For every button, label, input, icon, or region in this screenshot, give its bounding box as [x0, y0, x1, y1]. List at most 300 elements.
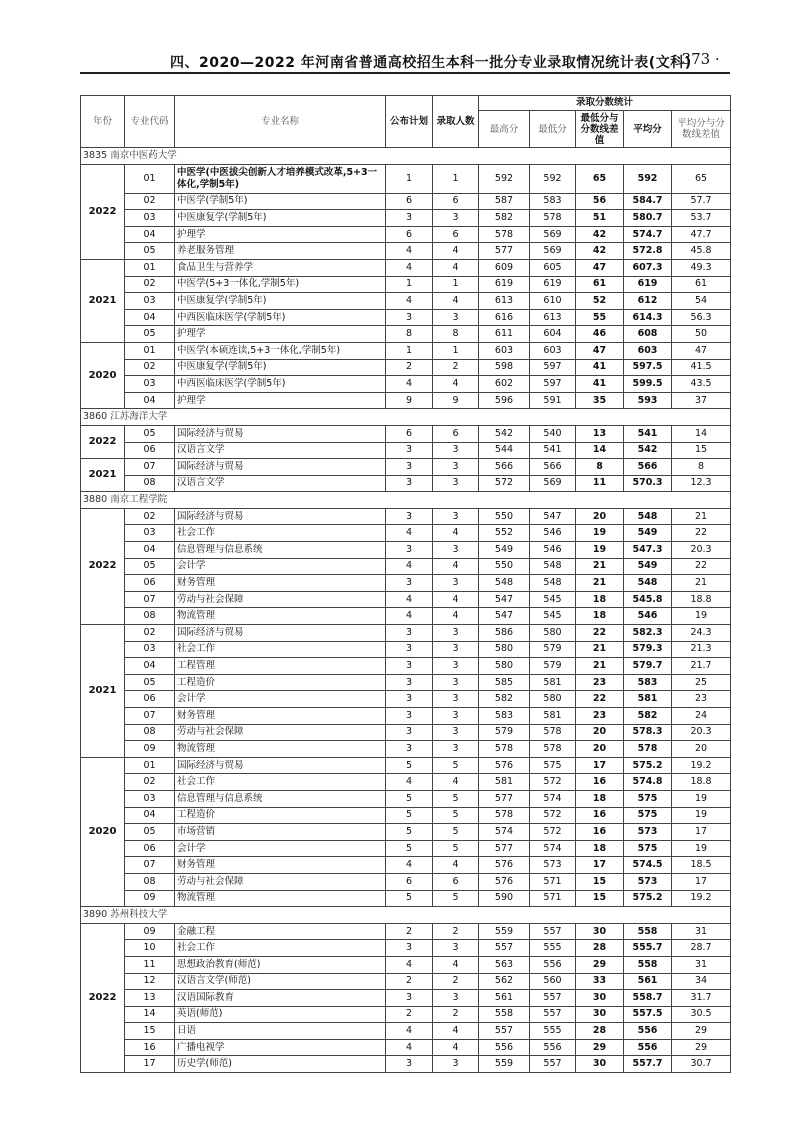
avg-score-cell: 607.3 — [624, 259, 672, 276]
avg-score-cell: 592 — [624, 164, 672, 193]
institution-name: 3880 南京工程学院 — [81, 492, 731, 509]
major-cell: 劳动与社会保障 — [175, 591, 386, 608]
avg-score-cell: 614.3 — [624, 309, 672, 326]
min-diff-cell: 55 — [576, 309, 624, 326]
min-score-cell: 572 — [530, 824, 576, 841]
admitted-cell: 3 — [433, 459, 479, 476]
avg-diff-cell: 53.7 — [672, 210, 731, 227]
col-code: 专业代码 — [125, 96, 175, 148]
admitted-cell: 4 — [433, 293, 479, 310]
major-cell: 汉语言文学 — [175, 475, 386, 492]
table-row — [81, 890, 731, 907]
major-cell: 金融工程 — [175, 923, 386, 940]
year-cell: 2021 — [81, 625, 125, 758]
avg-score-cell: 619 — [624, 276, 672, 293]
min-diff-cell: 30 — [576, 1006, 624, 1023]
avg-diff-cell: 30.5 — [672, 1006, 731, 1023]
code-cell: 07 — [125, 591, 175, 608]
year-cell: 2020 — [81, 757, 125, 906]
min-score-cell: 555 — [530, 1023, 576, 1040]
max-score-cell: 582 — [479, 210, 530, 227]
page-number: · 373 · — [672, 50, 720, 68]
avg-score-cell: 584.7 — [624, 193, 672, 210]
col-admitted: 录取人数 — [433, 96, 479, 148]
max-score-cell: 592 — [479, 164, 530, 193]
major-cell: 社会工作 — [175, 525, 386, 542]
min-diff-cell: 13 — [576, 425, 624, 442]
max-score-cell: 577 — [479, 790, 530, 807]
admitted-cell: 3 — [433, 442, 479, 459]
avg-diff-cell: 19.2 — [672, 890, 731, 907]
min-diff-cell: 47 — [576, 259, 624, 276]
min-diff-cell: 46 — [576, 326, 624, 343]
code-cell: 02 — [125, 193, 175, 210]
avg-score-cell: 572.8 — [624, 243, 672, 260]
min-diff-cell: 15 — [576, 873, 624, 890]
max-score-cell: 613 — [479, 293, 530, 310]
avg-diff-cell: 21.7 — [672, 658, 731, 675]
table-row — [81, 790, 731, 807]
code-cell: 08 — [125, 724, 175, 741]
plan-cell: 4 — [386, 259, 433, 276]
min-score-cell: 574 — [530, 840, 576, 857]
major-cell: 社会工作 — [175, 940, 386, 957]
avg-score-cell: 599.5 — [624, 376, 672, 393]
admitted-cell: 4 — [433, 558, 479, 575]
min-diff-cell: 56 — [576, 193, 624, 210]
avg-diff-cell: 43.5 — [672, 376, 731, 393]
plan-cell: 9 — [386, 392, 433, 409]
major-cell: 劳动与社会保障 — [175, 873, 386, 890]
min-diff-cell: 17 — [576, 757, 624, 774]
min-score-cell: 548 — [530, 558, 576, 575]
table-row — [81, 990, 731, 1007]
avg-diff-cell: 30.7 — [672, 1056, 731, 1073]
code-cell: 08 — [125, 873, 175, 890]
min-score-cell: 610 — [530, 293, 576, 310]
avg-score-cell: 574.5 — [624, 857, 672, 874]
major-cell: 会计学 — [175, 691, 386, 708]
major-cell: 财务管理 — [175, 575, 386, 592]
code-cell: 05 — [125, 425, 175, 442]
min-diff-cell: 29 — [576, 956, 624, 973]
min-diff-cell: 16 — [576, 774, 624, 791]
avg-score-cell: 556 — [624, 1023, 672, 1040]
min-score-cell: 613 — [530, 309, 576, 326]
code-cell: 07 — [125, 857, 175, 874]
code-cell: 06 — [125, 442, 175, 459]
avg-score-cell: 580.7 — [624, 210, 672, 227]
code-cell: 04 — [125, 309, 175, 326]
year-cell: 2020 — [81, 342, 125, 408]
min-score-cell: 604 — [530, 326, 576, 343]
max-score-cell: 576 — [479, 857, 530, 874]
table-row — [81, 1006, 731, 1023]
year-cell: 2022 — [81, 425, 125, 458]
admitted-cell: 3 — [433, 691, 479, 708]
avg-score-cell: 582 — [624, 708, 672, 725]
plan-cell: 2 — [386, 973, 433, 990]
min-diff-cell: 52 — [576, 293, 624, 310]
avg-diff-cell: 19 — [672, 608, 731, 625]
max-score-cell: 556 — [479, 1039, 530, 1056]
code-cell: 12 — [125, 973, 175, 990]
min-diff-cell: 15 — [576, 890, 624, 907]
institution-row — [81, 148, 731, 165]
avg-diff-cell: 19 — [672, 807, 731, 824]
avg-score-cell: 541 — [624, 425, 672, 442]
avg-diff-cell: 31 — [672, 956, 731, 973]
min-diff-cell: 47 — [576, 342, 624, 359]
min-score-cell: 555 — [530, 940, 576, 957]
min-score-cell: 578 — [530, 210, 576, 227]
table-row — [81, 226, 731, 243]
min-score-cell: 557 — [530, 923, 576, 940]
institution-row — [81, 409, 731, 426]
admitted-cell: 2 — [433, 359, 479, 376]
table-row — [81, 293, 731, 310]
avg-score-cell: 545.8 — [624, 591, 672, 608]
avg-diff-cell: 34 — [672, 973, 731, 990]
major-cell: 汉语言文学 — [175, 442, 386, 459]
avg-diff-cell: 57.7 — [672, 193, 731, 210]
major-cell: 食品卫生与营养学 — [175, 259, 386, 276]
code-cell: 08 — [125, 475, 175, 492]
table-row — [81, 558, 731, 575]
avg-score-cell: 603 — [624, 342, 672, 359]
min-score-cell: 569 — [530, 226, 576, 243]
table-row — [81, 542, 731, 559]
table-row — [81, 757, 731, 774]
max-score-cell: 557 — [479, 1023, 530, 1040]
min-score-cell: 591 — [530, 392, 576, 409]
max-score-cell: 563 — [479, 956, 530, 973]
admitted-cell: 4 — [433, 857, 479, 874]
code-cell: 09 — [125, 923, 175, 940]
major-cell: 中医学(本硕连读,5+3一体化,学制5年) — [175, 342, 386, 359]
table-row — [81, 442, 731, 459]
major-cell: 护理学 — [175, 226, 386, 243]
admitted-cell: 4 — [433, 608, 479, 625]
code-cell: 07 — [125, 708, 175, 725]
min-score-cell: 578 — [530, 724, 576, 741]
avg-score-cell: 593 — [624, 392, 672, 409]
code-cell: 03 — [125, 293, 175, 310]
major-cell: 工程造价 — [175, 807, 386, 824]
code-cell: 03 — [125, 376, 175, 393]
max-score-cell: 609 — [479, 259, 530, 276]
year-cell: 2022 — [81, 508, 125, 624]
avg-score-cell: 575.2 — [624, 757, 672, 774]
avg-score-cell: 583 — [624, 674, 672, 691]
code-cell: 02 — [125, 508, 175, 525]
max-score-cell: 559 — [479, 1056, 530, 1073]
min-score-cell: 571 — [530, 873, 576, 890]
code-cell: 03 — [125, 210, 175, 227]
plan-cell: 3 — [386, 691, 433, 708]
plan-cell: 4 — [386, 243, 433, 260]
min-score-cell: 569 — [530, 243, 576, 260]
avg-score-cell: 578.3 — [624, 724, 672, 741]
plan-cell: 3 — [386, 724, 433, 741]
avg-score-cell: 574.7 — [624, 226, 672, 243]
major-cell: 物流管理 — [175, 890, 386, 907]
avg-diff-cell: 61 — [672, 276, 731, 293]
institution-name: 3835 南京中医药大学 — [81, 148, 731, 165]
code-cell: 01 — [125, 259, 175, 276]
col-avg: 平均分 — [624, 111, 672, 148]
admitted-cell: 3 — [433, 575, 479, 592]
min-diff-cell: 22 — [576, 691, 624, 708]
min-score-cell: 592 — [530, 164, 576, 193]
min-diff-cell: 41 — [576, 359, 624, 376]
min-score-cell: 574 — [530, 790, 576, 807]
max-score-cell: 559 — [479, 923, 530, 940]
plan-cell: 8 — [386, 326, 433, 343]
min-diff-cell: 30 — [576, 990, 624, 1007]
admitted-cell: 4 — [433, 259, 479, 276]
page-header — [0, 0, 800, 72]
avg-diff-cell: 21.3 — [672, 641, 731, 658]
table-row — [81, 973, 731, 990]
min-score-cell: 603 — [530, 342, 576, 359]
min-diff-cell: 33 — [576, 973, 624, 990]
avg-diff-cell: 54 — [672, 293, 731, 310]
table-row — [81, 1056, 731, 1073]
admission-table — [80, 95, 731, 1073]
min-diff-cell: 28 — [576, 1023, 624, 1040]
admitted-cell: 5 — [433, 890, 479, 907]
admitted-cell: 3 — [433, 940, 479, 957]
max-score-cell: 583 — [479, 708, 530, 725]
table-row — [81, 857, 731, 874]
table-row — [81, 525, 731, 542]
avg-diff-cell: 49.3 — [672, 259, 731, 276]
col-major: 专业名称 — [175, 96, 386, 148]
plan-cell: 4 — [386, 591, 433, 608]
max-score-cell: 603 — [479, 342, 530, 359]
admitted-cell: 6 — [433, 873, 479, 890]
major-cell: 中西医临床医学(学制5年) — [175, 376, 386, 393]
min-diff-cell: 51 — [576, 210, 624, 227]
avg-score-cell: 558 — [624, 923, 672, 940]
min-score-cell: 571 — [530, 890, 576, 907]
major-cell: 社会工作 — [175, 774, 386, 791]
max-score-cell: 572 — [479, 475, 530, 492]
code-cell: 03 — [125, 525, 175, 542]
institution-row — [81, 907, 731, 924]
table-row — [81, 724, 731, 741]
code-cell: 01 — [125, 757, 175, 774]
avg-score-cell: 558 — [624, 956, 672, 973]
major-cell: 物流管理 — [175, 741, 386, 758]
admitted-cell: 3 — [433, 542, 479, 559]
plan-cell: 4 — [386, 1039, 433, 1056]
plan-cell: 3 — [386, 508, 433, 525]
min-diff-cell: 28 — [576, 940, 624, 957]
avg-diff-cell: 25 — [672, 674, 731, 691]
admitted-cell: 5 — [433, 840, 479, 857]
year-cell: 2022 — [81, 923, 125, 1072]
plan-cell: 6 — [386, 193, 433, 210]
avg-score-cell: 566 — [624, 459, 672, 476]
min-diff-cell: 21 — [576, 641, 624, 658]
major-cell: 护理学 — [175, 392, 386, 409]
code-cell: 09 — [125, 741, 175, 758]
code-cell: 06 — [125, 840, 175, 857]
year-cell: 2021 — [81, 459, 125, 492]
avg-diff-cell: 21 — [672, 575, 731, 592]
avg-diff-cell: 45.8 — [672, 243, 731, 260]
major-cell: 劳动与社会保障 — [175, 724, 386, 741]
admitted-cell: 3 — [433, 1056, 479, 1073]
table-row — [81, 1023, 731, 1040]
max-score-cell: 562 — [479, 973, 530, 990]
plan-cell: 1 — [386, 276, 433, 293]
plan-cell: 4 — [386, 774, 433, 791]
table-row — [81, 873, 731, 890]
col-avg-diff: 平均分与分数线差值 — [672, 111, 731, 148]
code-cell: 05 — [125, 243, 175, 260]
avg-diff-cell: 19 — [672, 840, 731, 857]
min-diff-cell: 14 — [576, 442, 624, 459]
avg-score-cell: 549 — [624, 525, 672, 542]
admitted-cell: 6 — [433, 425, 479, 442]
avg-score-cell: 573 — [624, 824, 672, 841]
code-cell: 06 — [125, 575, 175, 592]
table-row — [81, 923, 731, 940]
min-score-cell: 580 — [530, 691, 576, 708]
avg-diff-cell: 20.3 — [672, 542, 731, 559]
plan-cell: 6 — [386, 425, 433, 442]
min-diff-cell: 18 — [576, 840, 624, 857]
max-score-cell: 561 — [479, 990, 530, 1007]
max-score-cell: 557 — [479, 940, 530, 957]
plan-cell: 3 — [386, 625, 433, 642]
max-score-cell: 547 — [479, 608, 530, 625]
avg-diff-cell: 50 — [672, 326, 731, 343]
max-score-cell: 577 — [479, 840, 530, 857]
major-cell: 思想政治教育(师范) — [175, 956, 386, 973]
code-cell: 03 — [125, 641, 175, 658]
admitted-cell: 4 — [433, 774, 479, 791]
plan-cell: 3 — [386, 674, 433, 691]
table-row — [81, 376, 731, 393]
plan-cell: 3 — [386, 475, 433, 492]
admitted-cell: 1 — [433, 342, 479, 359]
min-diff-cell: 18 — [576, 608, 624, 625]
table-row — [81, 210, 731, 227]
max-score-cell: 574 — [479, 824, 530, 841]
major-cell: 广播电视学 — [175, 1039, 386, 1056]
admitted-cell: 4 — [433, 376, 479, 393]
plan-cell: 3 — [386, 210, 433, 227]
plan-cell: 3 — [386, 575, 433, 592]
avg-diff-cell: 24 — [672, 708, 731, 725]
admitted-cell: 3 — [433, 658, 479, 675]
admitted-cell: 3 — [433, 210, 479, 227]
page-title: 四、2020—2022 年河南省普通高校招生本科一批分专业录取情况统计表(文科) — [170, 55, 692, 71]
table-row — [81, 475, 731, 492]
plan-cell: 4 — [386, 525, 433, 542]
avg-score-cell: 561 — [624, 973, 672, 990]
avg-diff-cell: 18.8 — [672, 591, 731, 608]
table-row — [81, 658, 731, 675]
min-diff-cell: 35 — [576, 392, 624, 409]
plan-cell: 3 — [386, 708, 433, 725]
min-diff-cell: 8 — [576, 459, 624, 476]
major-cell: 信息管理与信息系统 — [175, 542, 386, 559]
admitted-cell: 3 — [433, 708, 479, 725]
code-cell: 05 — [125, 558, 175, 575]
col-min-diff: 最低分与分数线差值 — [576, 111, 624, 148]
header-rule — [80, 72, 730, 74]
plan-cell: 4 — [386, 956, 433, 973]
min-diff-cell: 11 — [576, 475, 624, 492]
major-cell: 物流管理 — [175, 608, 386, 625]
avg-score-cell: 608 — [624, 326, 672, 343]
major-cell: 护理学 — [175, 326, 386, 343]
code-cell: 03 — [125, 790, 175, 807]
admitted-cell: 2 — [433, 923, 479, 940]
min-score-cell: 597 — [530, 376, 576, 393]
max-score-cell: 558 — [479, 1006, 530, 1023]
plan-cell: 3 — [386, 309, 433, 326]
min-diff-cell: 16 — [576, 807, 624, 824]
avg-diff-cell: 19 — [672, 790, 731, 807]
major-cell: 国际经济与贸易 — [175, 459, 386, 476]
avg-score-cell: 549 — [624, 558, 672, 575]
plan-cell: 2 — [386, 923, 433, 940]
avg-diff-cell: 23 — [672, 691, 731, 708]
min-score-cell: 566 — [530, 459, 576, 476]
min-score-cell: 540 — [530, 425, 576, 442]
min-score-cell: 583 — [530, 193, 576, 210]
avg-diff-cell: 21 — [672, 508, 731, 525]
table-row — [81, 591, 731, 608]
plan-cell: 3 — [386, 542, 433, 559]
avg-diff-cell: 8 — [672, 459, 731, 476]
admitted-cell: 6 — [433, 193, 479, 210]
min-diff-cell: 18 — [576, 591, 624, 608]
major-cell: 中医康复学(学制5年) — [175, 359, 386, 376]
min-diff-cell: 20 — [576, 741, 624, 758]
admitted-cell: 8 — [433, 326, 479, 343]
code-cell: 04 — [125, 226, 175, 243]
max-score-cell: 596 — [479, 392, 530, 409]
min-diff-cell: 41 — [576, 376, 624, 393]
avg-diff-cell: 28.7 — [672, 940, 731, 957]
min-diff-cell: 42 — [576, 226, 624, 243]
min-diff-cell: 23 — [576, 708, 624, 725]
plan-cell: 3 — [386, 641, 433, 658]
table-row — [81, 956, 731, 973]
major-cell: 国际经济与贸易 — [175, 508, 386, 525]
plan-cell: 4 — [386, 558, 433, 575]
table-row — [81, 840, 731, 857]
plan-cell: 5 — [386, 807, 433, 824]
admitted-cell: 3 — [433, 641, 479, 658]
admitted-cell: 2 — [433, 1006, 479, 1023]
avg-diff-cell: 47 — [672, 342, 731, 359]
admitted-cell: 5 — [433, 757, 479, 774]
major-cell: 会计学 — [175, 558, 386, 575]
major-cell: 养老服务管理 — [175, 243, 386, 260]
admitted-cell: 4 — [433, 956, 479, 973]
table-row — [81, 392, 731, 409]
admitted-cell: 4 — [433, 591, 479, 608]
min-score-cell: 619 — [530, 276, 576, 293]
